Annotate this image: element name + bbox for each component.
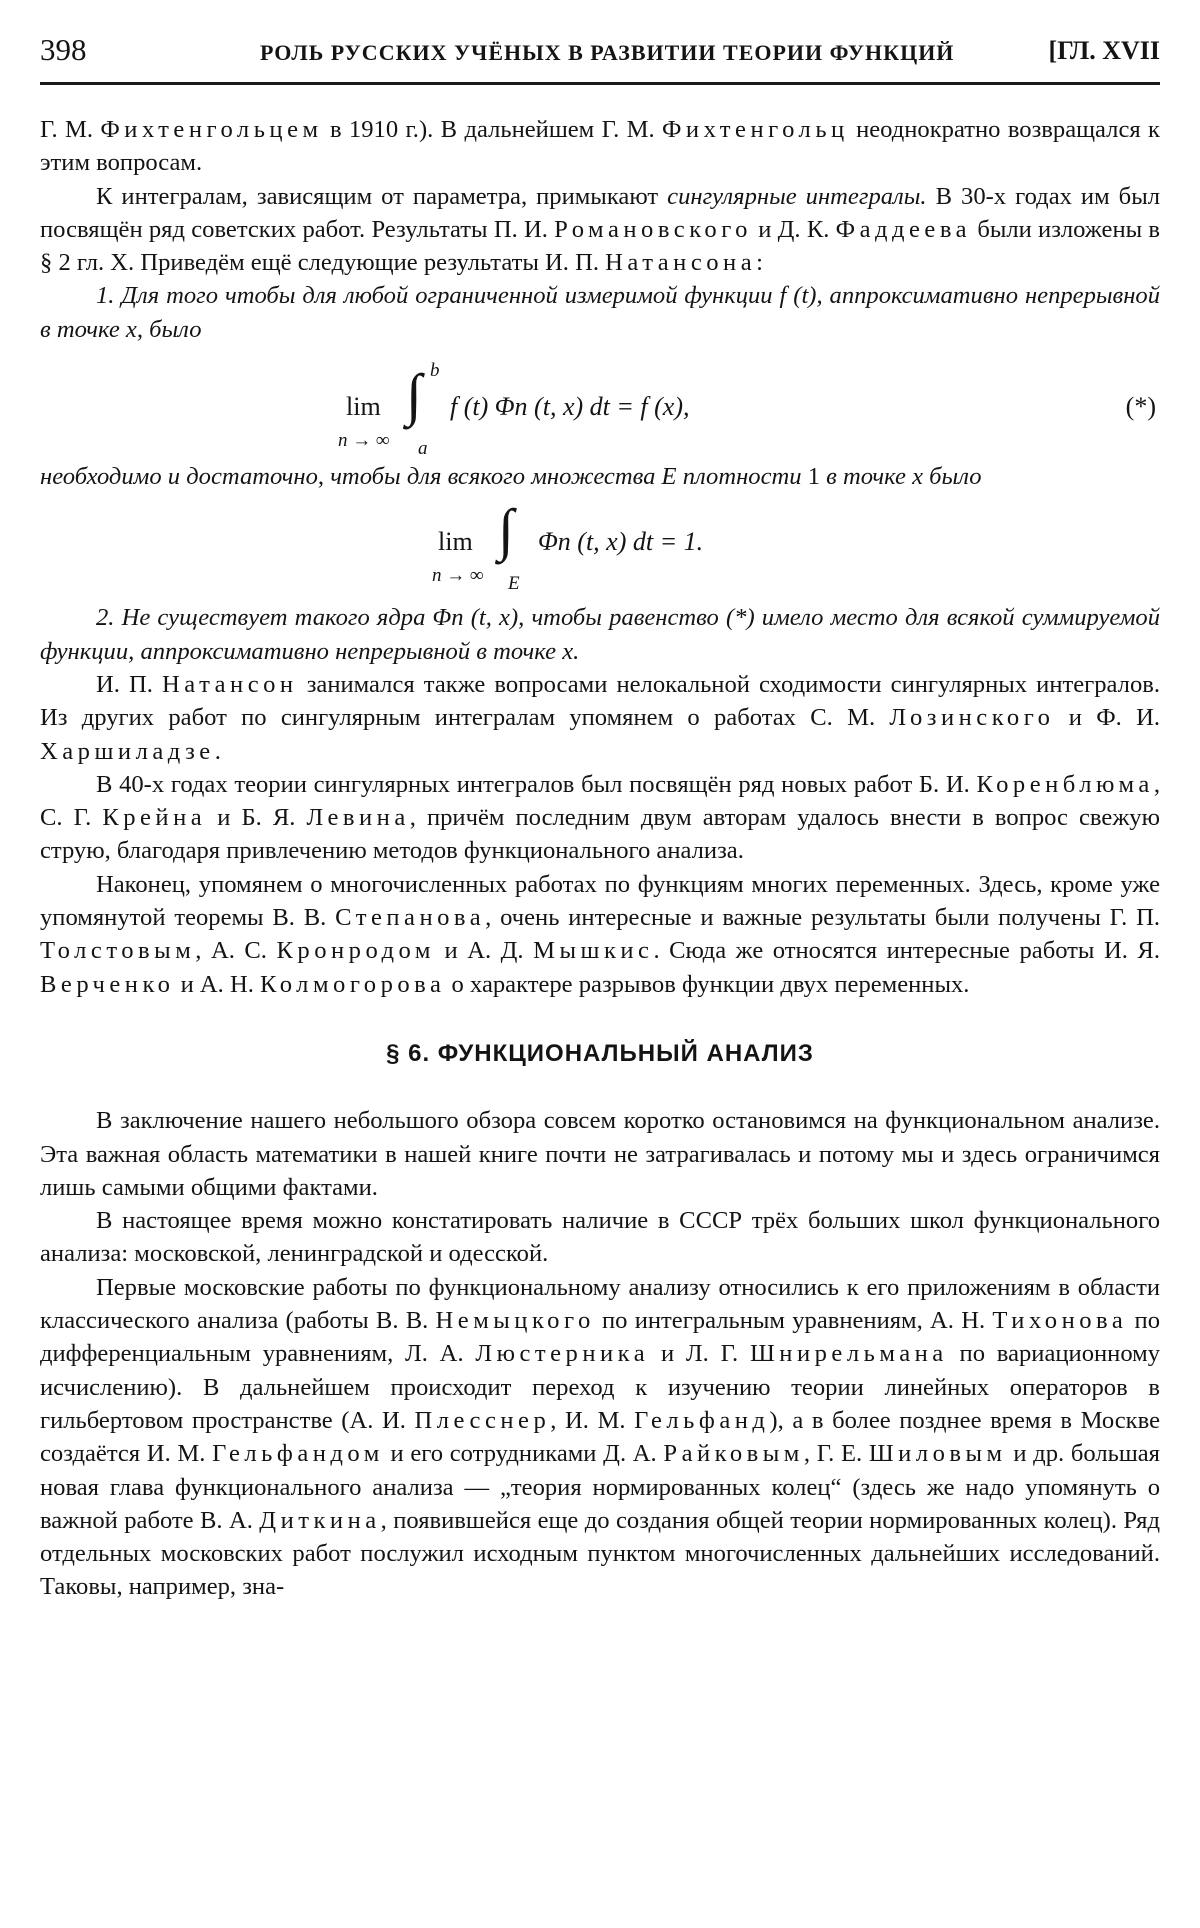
formula-star: lim n → ∞ ∫ b a f (t) Φn (t, x) dt = f (x), (*) xyxy=(338,360,1156,460)
running-title: РОЛЬ РУССКИХ УЧЁНЫХ В РАЗВИТИИ ТЕОРИИ ФУНКЦИЙ xyxy=(260,40,955,65)
paragraph-schools: В настоящее время можно констатировать наличие в СССР трёх больших школ функционального анализа: московской, ленинградской и одесской. xyxy=(40,1207,1160,1268)
integral-sign: ∫ xyxy=(406,362,422,428)
paragraph-40s: В 40-х годах теории сингулярных интегралов был посвящён ряд новых работ Б. И. Коренблюма, С. Г. Крейна и Б. Я. Левина, причём последним двум авторам удалось внести в вопрос свежую струю, благодаря привлечению методов функционального анализа. xyxy=(40,770,1160,865)
page-body xyxy=(40,113,1160,1604)
paragraph-intro-fa: В заключение нашего небольшого обзора совсем коротко остановимся на функциональном анализе. Эта важная область математики в нашей книге почти не затрагивалась и потому мы и здесь ограничимся лишь самыми общими фактами. xyxy=(40,1107,1160,1201)
page-header xyxy=(40,20,1160,85)
paragraph-natanson: И. П. Натансон занимался также вопросами нелокальной сходимости сингулярных интегралов. Из других работ по сингулярным интегралам упомянем о работах С. М. Лозинского и Ф. И. Харшиладзе. xyxy=(40,670,1161,765)
theorem-2-statement: 2. Не существует такого ядра Φn (t, x), чтобы равенство (*) имело место для всякой суммируемой функции, аппроксимативно непрерывной в точке x. xyxy=(40,604,1160,665)
paragraph-2: К интегралам, зависящим от параметра, примыкают сингулярные интегралы. В 30-х годах им был посвящён ряд советских работ. Результаты П. И. Романовского и Д. К. Фаддеева были изложены в § 2 гл. X. Приведём ещё следующие результаты И. П. Натансона: xyxy=(40,182,1161,277)
paragraph-moscow: Первые московские работы по функциональному анализу относились к его приложениям в области классического анализа (работы В. В. Немыцкого по интегральным уравнениям, А. Н. Тихонова по дифференциальным уравнениям, Л. А. Люстерника и Л. Г. Шнирельмана по вариационному исчислению). В дальнейшем происходит переход к изучению теории линейных операторов в гильбертовом пространстве (А. И. Плесснер, И. М. Гельфанд), а в более позднее время в Москве создаётся И. М. Гельфандом и его сотрудниками Д. А. Райковым, Г. Е. Шиловым и др. большая новая глава функционального анализа — „теория нормированных колец“ (здесь же надо упомянуть о важной работе В. А. Диткина, появившейся еще до создания общей теории нормированных колец). Ряд отдельных московских работ послужил исходным пунктом многочисленных дальнейших исследований. Таковы, например, зна- xyxy=(40,1273,1161,1601)
integral-sign: ∫ xyxy=(498,497,514,563)
paragraph-1: Г. М. Фихтенгольцем в 1910 г.). В дальнейшем Г. М. Фихтенгольц неоднократно возвращался к этим вопросам. xyxy=(40,116,1161,177)
theorem-1-condition: необходимо и достаточно, чтобы для всякого множества E плотности 1 в точке x было xyxy=(40,463,982,491)
chapter-label: [ГЛ. XVII xyxy=(1048,36,1160,65)
theorem-1-statement: 1. Для того чтобы для любой ограниченной измеримой функции f (t), аппроксимативно непрерывной в точке x, было xyxy=(40,282,1160,343)
page-number: 398 xyxy=(40,32,87,67)
formula-density: lim n → ∞ ∫ E Φn (t, x) dt = 1. xyxy=(432,497,704,595)
book-page xyxy=(40,20,1160,1604)
section-heading: § 6. ФУНКЦИОНАЛЬНЫЙ АНАЛИЗ xyxy=(386,1039,814,1067)
equation-tag: (*) xyxy=(1125,392,1156,422)
paragraph-many-variables: Наконец, упомянем о многочисленных работах по функциям многих переменных. Здесь, кроме уже упомянутой теоремы В. В. Степанова, очень интересные и важные результаты были получены Г. П. Толстовым, А. С. Кронродом и А. Д. Мышкис. Сюда же относятся интересные работы И. Я. Верченко и А. Н. Колмогорова о характере разрывов функции двух переменных. xyxy=(40,870,1160,998)
